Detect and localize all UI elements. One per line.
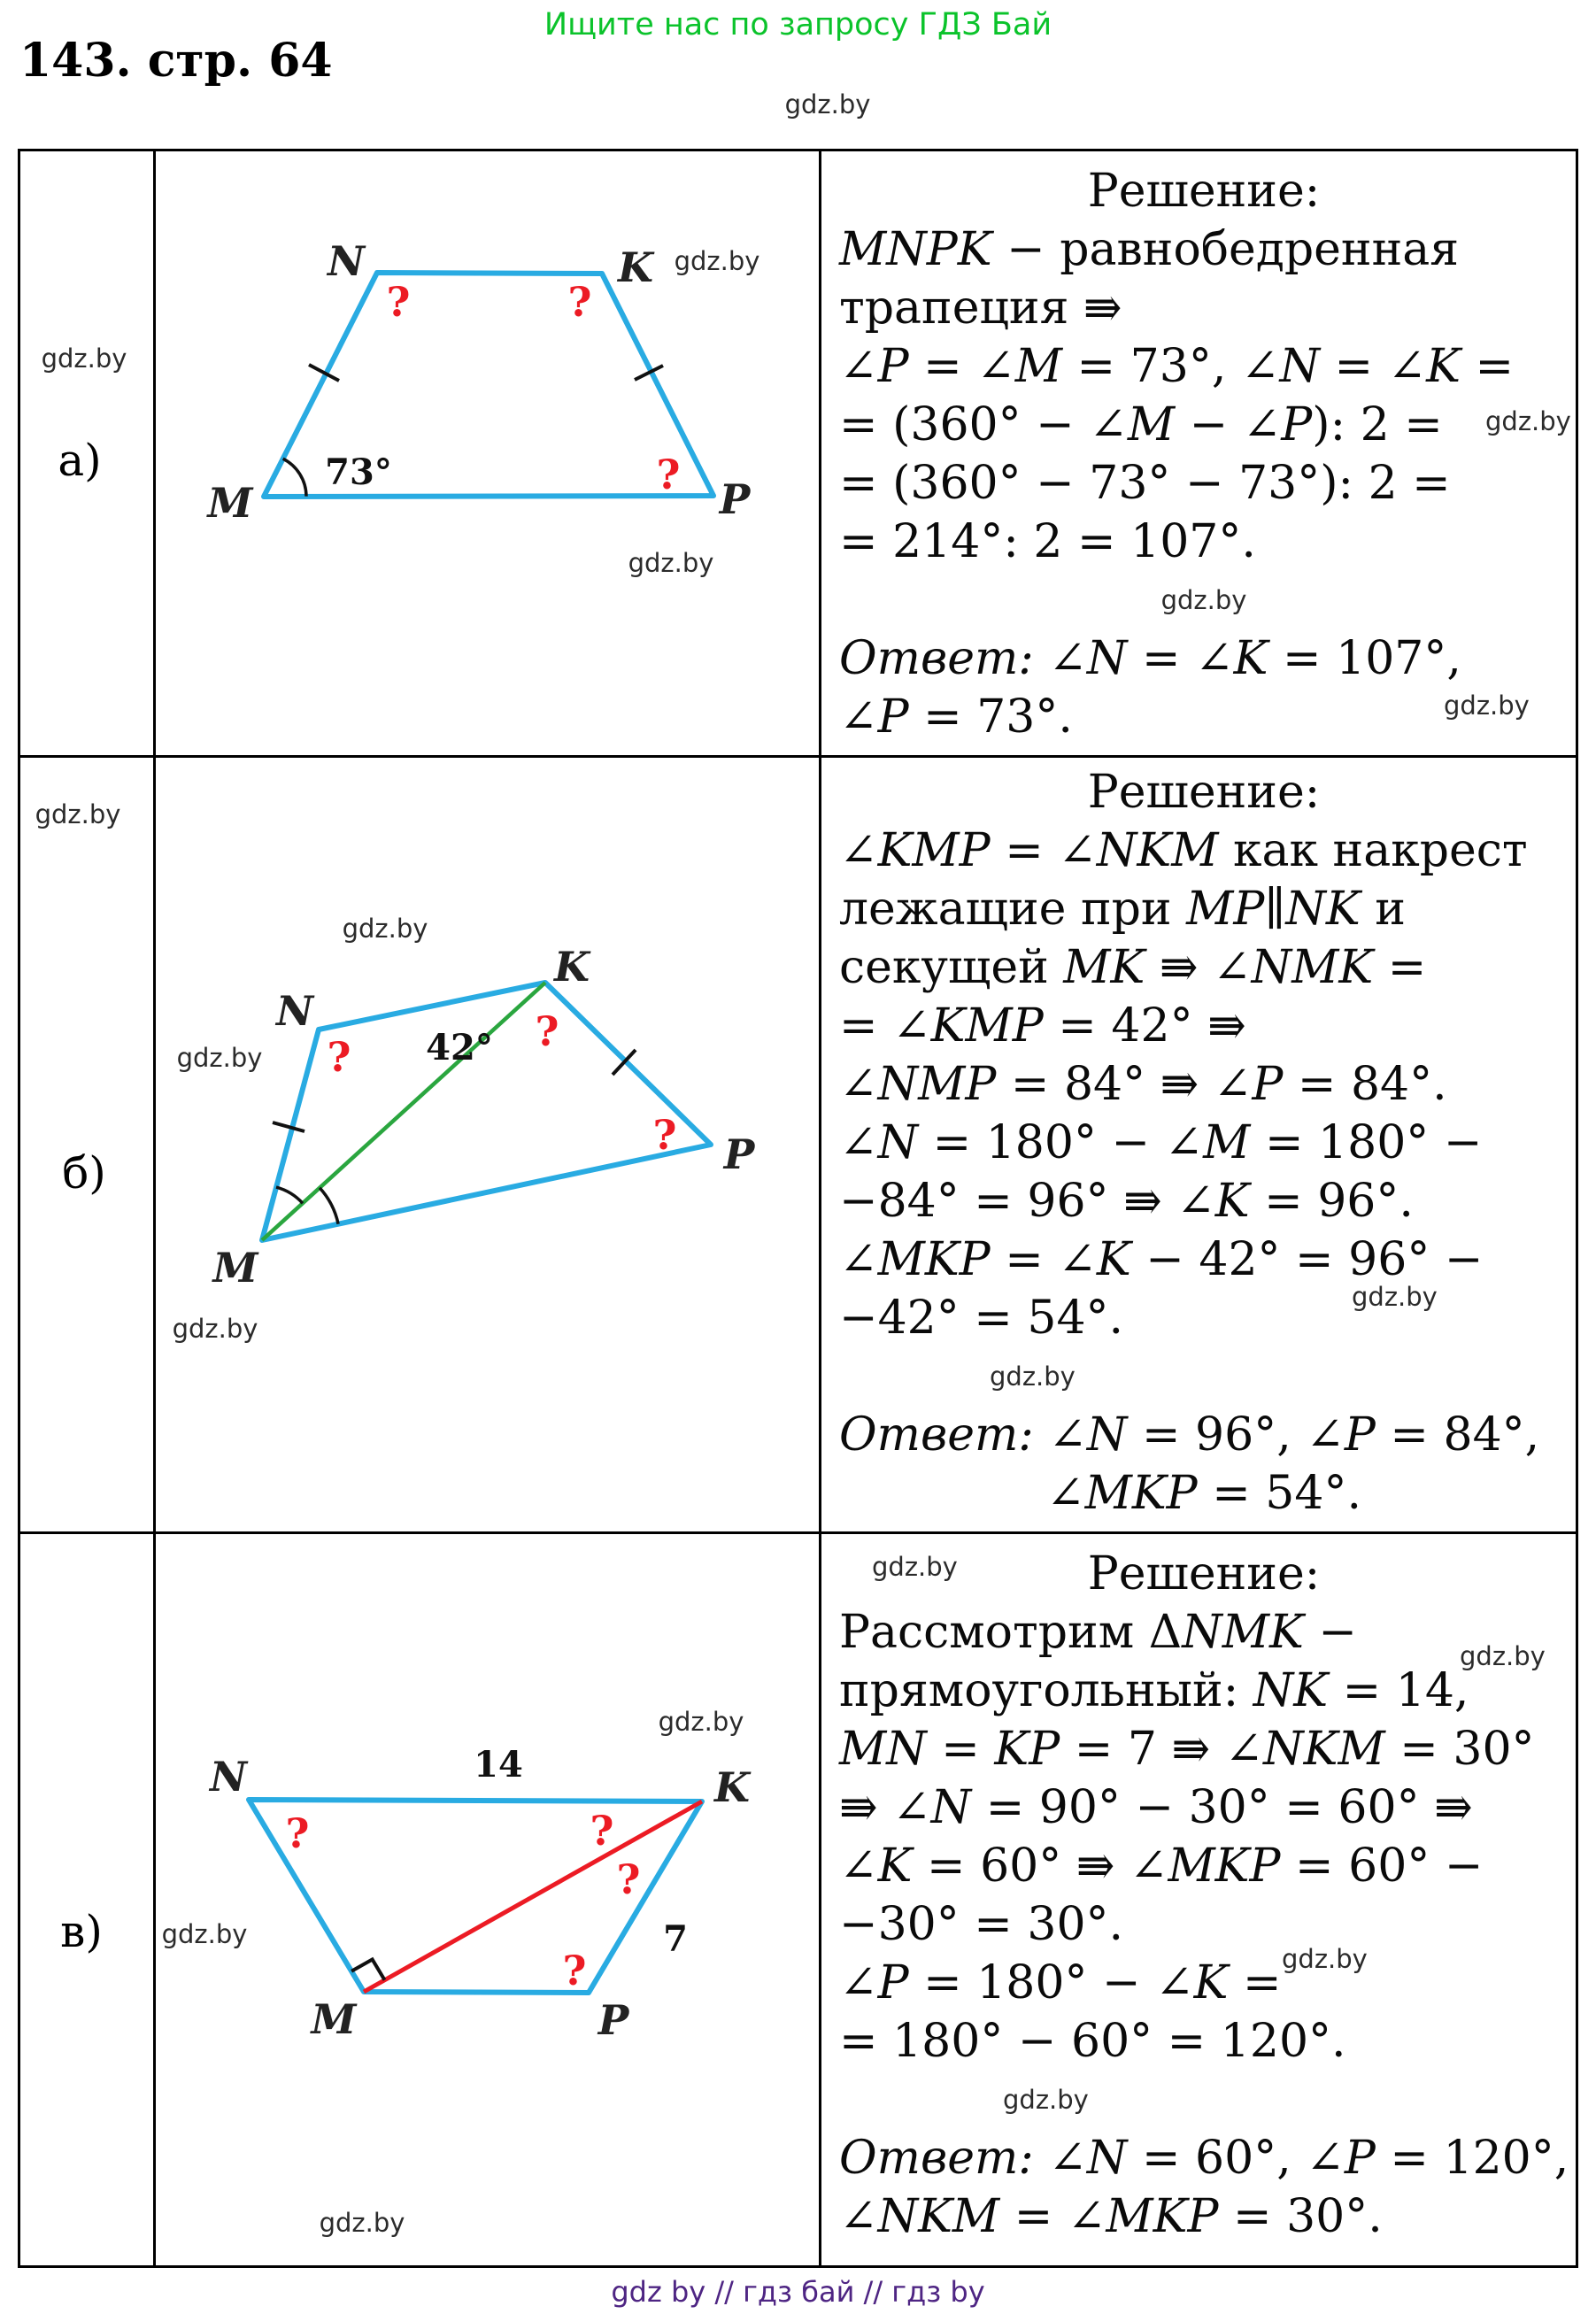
solutions-table xyxy=(18,149,1578,2268)
watermark: gdz.by xyxy=(1352,1282,1438,1312)
unknown-angle-k: ? xyxy=(535,1007,559,1055)
solution-line: = (360° − 73° − 73°): 2 = xyxy=(839,457,1451,510)
solution-line: ⇛ ∠N = 90° − 30° = 60° ⇛ xyxy=(839,1781,1473,1834)
solution-line: Рассмотрим ΔNMK − xyxy=(839,1606,1357,1659)
solution-line: ∠NKM = ∠MKP = 30°. xyxy=(839,2190,1383,2243)
promo-banner: Ищите нас по запросу ГДЗ Бай xyxy=(544,7,1052,42)
solution-line: −42° = 54°. xyxy=(839,1292,1124,1345)
tick-mark-side-nm xyxy=(273,1122,305,1131)
unknown-angle-n: ? xyxy=(285,1809,310,1857)
unknown-angle-p: ? xyxy=(656,451,681,498)
part-label-b: б) xyxy=(62,1147,106,1199)
solution-line: ∠N = 180° − ∠M = 180° − xyxy=(839,1116,1483,1169)
watermark-line: gdz.by xyxy=(1003,2085,1089,2115)
solution-line: −84° = 96° ⇛ ∠K = 96°. xyxy=(839,1175,1414,1228)
figure-b-quadrilateral xyxy=(153,758,816,1529)
unknown-angle-k: ? xyxy=(567,278,592,326)
watermark: gdz.by xyxy=(1460,1641,1546,1671)
watermark: gdz.by xyxy=(319,2208,405,2238)
vertex-label-n: N xyxy=(275,987,314,1035)
watermark: gdz.by xyxy=(41,343,127,374)
watermark-line: gdz.by xyxy=(1160,585,1247,615)
solution-line: ∠NMP = 84° ⇛ ∠P = 84°. xyxy=(839,1058,1447,1111)
solution-line: = 180° − 60° = 120°. xyxy=(839,2015,1346,2068)
unknown-angle-n: ? xyxy=(327,1033,351,1081)
watermark: gdz.by xyxy=(872,1552,958,1582)
solution-line: прямоугольный: NK = 14, xyxy=(839,1664,1469,1717)
footer: gdz by // гдз бай // гдз by xyxy=(611,2275,985,2309)
solution-line: MN = KP = 7 ⇛ ∠NKM = 30° xyxy=(839,1723,1535,1776)
part-label-a: а) xyxy=(58,435,102,486)
figure-a-trapezoid xyxy=(153,151,816,755)
solution-line: лежащие при MP∥NK и xyxy=(839,883,1406,936)
solution-line: ∠MKP = 54°. xyxy=(1046,1467,1361,1520)
vertex-label-p: P xyxy=(723,1130,755,1178)
solution-line: ∠KMP = ∠NKM как накрест xyxy=(839,824,1528,877)
angle-arc-m-lower xyxy=(320,1188,338,1224)
solution-line: Решение: xyxy=(1087,165,1321,218)
solution-line: ∠P = 73°. xyxy=(839,690,1073,744)
vertex-label-m: M xyxy=(311,1995,357,2043)
unknown-angle-p: ? xyxy=(562,1947,587,1994)
solution-line: = ∠KMP = 42° ⇛ xyxy=(839,999,1246,1053)
unknown-angle-nkm: ? xyxy=(590,1807,614,1855)
unknown-angle-n: ? xyxy=(386,278,411,326)
watermark: gdz.by xyxy=(784,89,871,120)
angle-label-42: 42° xyxy=(426,1027,493,1068)
solution-line: Ответ: ∠N = ∠K = 107°, xyxy=(839,632,1461,685)
watermark: gdz.by xyxy=(628,548,714,578)
vertex-label-p: P xyxy=(719,475,751,523)
watermark: gdz.by xyxy=(176,1043,263,1073)
solution-line: −30° = 30°. xyxy=(839,1898,1124,1951)
vertex-label-k: K xyxy=(554,943,590,991)
watermark: gdz.by xyxy=(1485,406,1571,436)
solution-a xyxy=(821,151,1576,755)
solution-b xyxy=(821,758,1576,1529)
side-label-7: 7 xyxy=(663,1918,688,1960)
vertex-label-k: K xyxy=(618,243,653,291)
watermark: gdz.by xyxy=(658,1707,744,1737)
vertex-label-n: N xyxy=(209,1753,248,1801)
watermark: gdz.by xyxy=(674,246,760,276)
part-label-v: в) xyxy=(60,1906,103,1957)
solution-line: MNPK − равнобедренная xyxy=(839,223,1460,276)
vertex-label-n: N xyxy=(327,237,366,285)
solution-v xyxy=(821,1534,1576,2260)
watermark: gdz.by xyxy=(342,914,428,944)
angle-arc-m-upper xyxy=(276,1187,303,1203)
solution-line: Ответ: ∠N = 96°, ∠P = 84°, xyxy=(839,1408,1540,1462)
solution-line: ∠MKP = ∠K − 42° = 96° − xyxy=(839,1233,1484,1286)
side-label-14: 14 xyxy=(474,1744,523,1786)
figure-v-trapezoid xyxy=(153,1534,816,2260)
solution-line: Ответ: ∠N = 60°, ∠P = 120°, xyxy=(839,2132,1569,2185)
unknown-angle-mkp: ? xyxy=(616,1855,641,1903)
page-title: 143. стр. 64 xyxy=(19,34,333,88)
watermark: gdz.by xyxy=(172,1314,258,1344)
solution-line: Решение: xyxy=(1087,766,1321,819)
watermark: gdz.by xyxy=(35,799,121,829)
solution-line: = (360° − ∠M − ∠P): 2 = xyxy=(839,398,1443,451)
watermark: gdz.by xyxy=(1282,1944,1368,1974)
solution-line: ∠P = ∠M = 73°, ∠N = ∠K = xyxy=(839,340,1515,393)
solution-line: = 214°: 2 = 107°. xyxy=(839,515,1256,568)
vertex-label-m: M xyxy=(212,1244,258,1292)
watermark: gdz.by xyxy=(1444,690,1530,721)
solution-line: трапеция ⇛ xyxy=(839,282,1122,335)
solution-line: ∠K = 60° ⇛ ∠MKP = 60° − xyxy=(839,1840,1484,1893)
vertex-label-p: P xyxy=(598,1996,629,2044)
angle-arc-m xyxy=(283,459,306,496)
solution-line: секущей MK ⇛ ∠NMK = xyxy=(839,941,1427,994)
diagonal-mk-red xyxy=(364,1801,702,1992)
watermark-line: gdz.by xyxy=(990,1361,1076,1392)
unknown-angle-p: ? xyxy=(652,1111,677,1159)
angle-label-73: 73° xyxy=(325,451,392,493)
solution-line: Решение: xyxy=(1087,1547,1321,1601)
watermark: gdz.by xyxy=(161,1919,248,1949)
vertex-label-k: K xyxy=(714,1763,750,1811)
vertex-label-m: M xyxy=(207,479,253,527)
solution-line: ∠P = 180° − ∠K = xyxy=(839,1956,1282,2009)
